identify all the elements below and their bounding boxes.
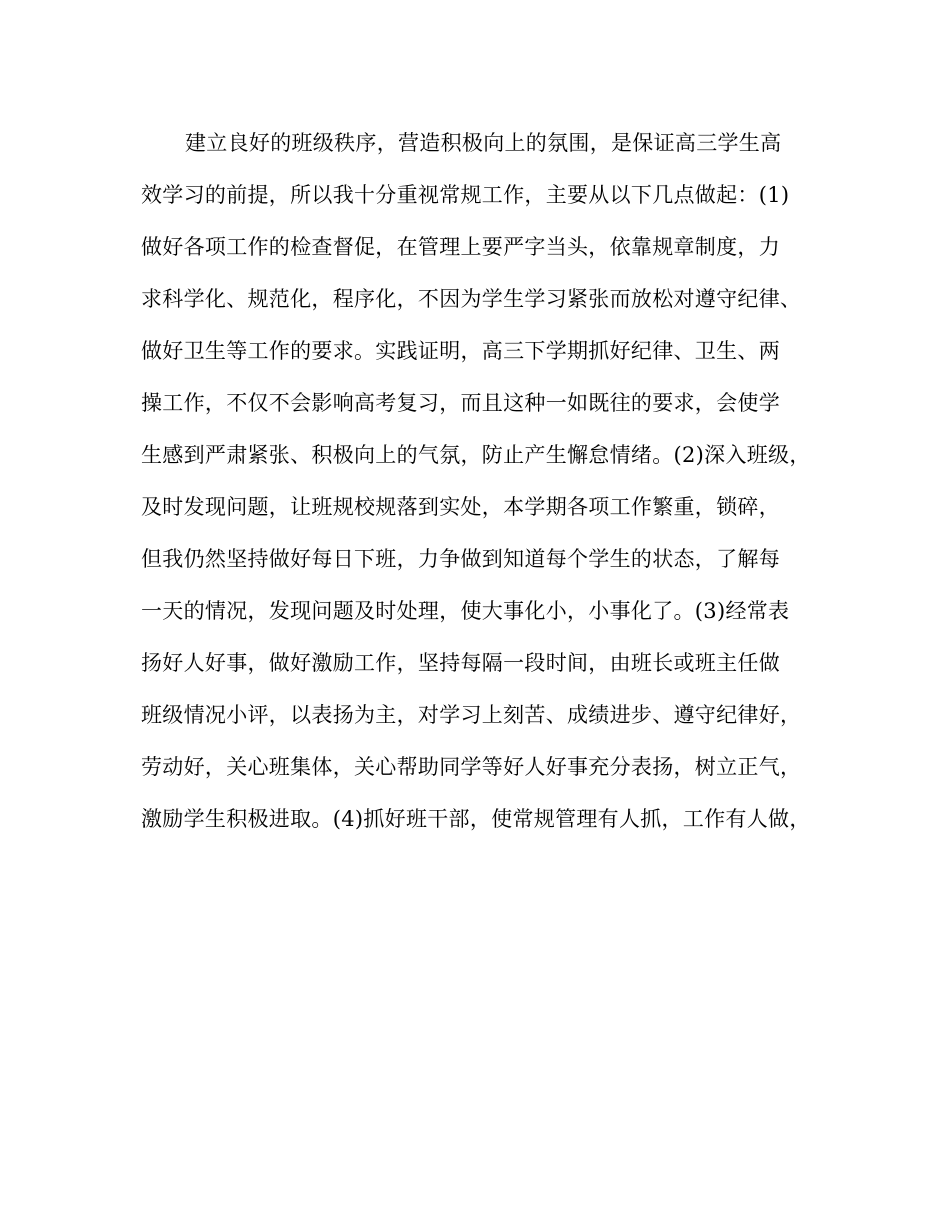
- text-line: 激励学生积极进取。(4)抓好班干部，使常规管理有人抓，工作有人做，: [141, 807, 811, 831]
- text-line: 做好各项工作的检查督促，在管理上要严字当头，依靠规章制度，力: [141, 235, 780, 259]
- paragraph-body: [141, 117, 841, 845]
- text-line: 操工作，不仅不会影响高考复习，而且这种一如既往的要求，会使学: [141, 391, 780, 415]
- text-line: 生感到严肃紧张、积极向上的气氛，防止产生懈怠情绪。(2)深入班级，: [141, 443, 811, 467]
- text-line: 扬好人好事，做好激励工作，坚持每隔一段时间，由班长或班主任做: [141, 651, 780, 675]
- text-line: 效学习的前提，所以我十分重视常规工作，主要从以下几点做起：(1): [141, 183, 790, 207]
- text-line: 一天的情况，发现问题及时处理，使大事化小，小事化了。(3)经常表: [141, 599, 790, 623]
- text-line: 建立良好的班级秩序，营造积极向上的氛围，是保证高三学生高: [185, 131, 782, 155]
- text-line: 班级情况小评，以表扬为主，对学习上刻苦、成绩进步、遵守纪律好，: [141, 703, 802, 727]
- text-line: 但我仍然坚持做好每日下班，力争做到知道每个学生的状态，了解每: [141, 547, 780, 571]
- text-line: 劳动好，关心班集体，关心帮助同学等好人好事充分表扬，树立正气，: [141, 755, 802, 779]
- text-line: 做好卫生等工作的要求。实践证明，高三下学期抓好纪律、卫生、两: [141, 339, 780, 363]
- text-line: 求科学化、规范化，程序化，不因为学生学习紧张而放松对遵守纪律、: [141, 287, 802, 311]
- text-line: 及时发现问题，让班规校规落到实处，本学期各项工作繁重，锁碎，: [141, 495, 780, 519]
